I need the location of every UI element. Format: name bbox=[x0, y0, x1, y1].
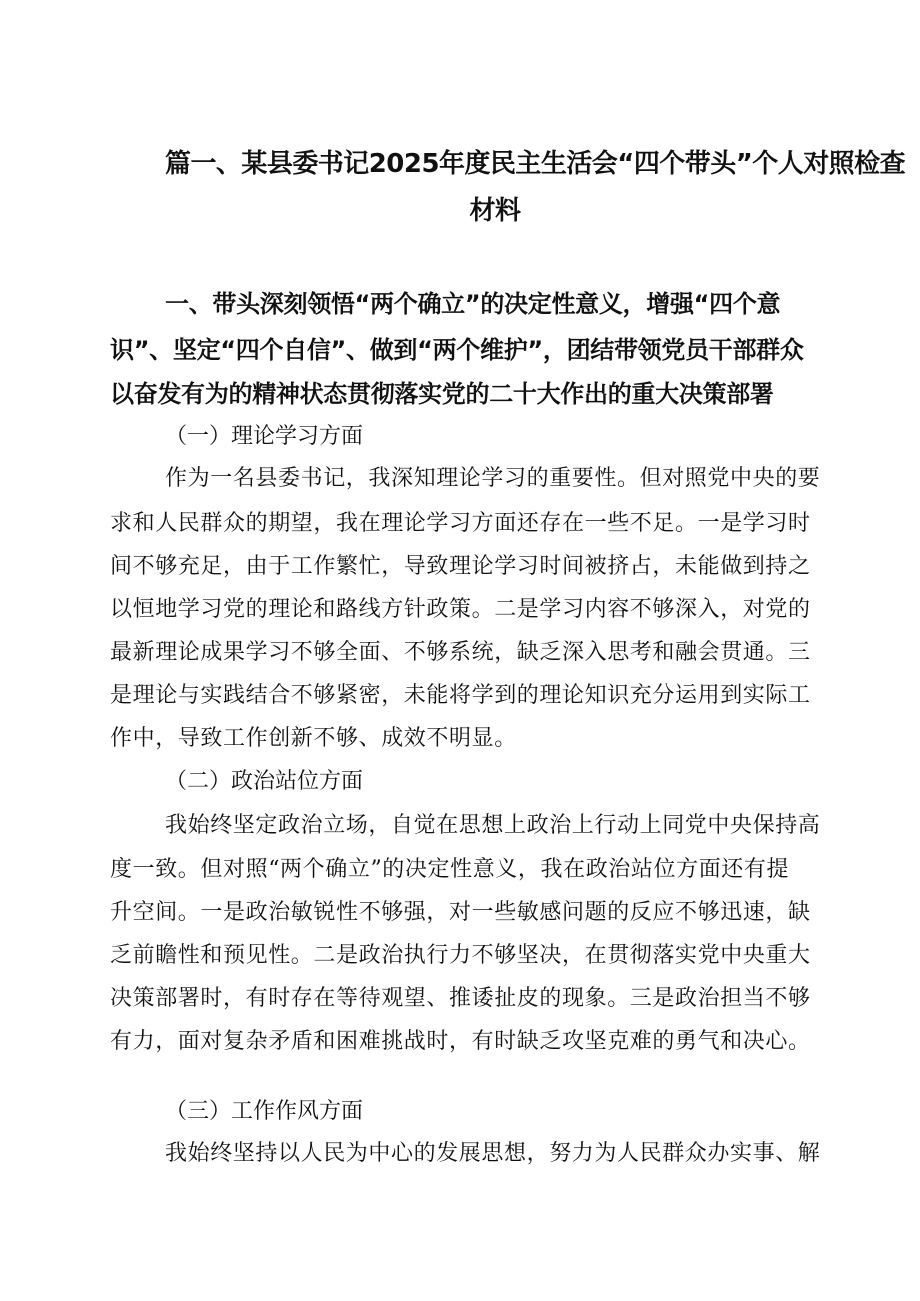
section1-line: 求和人民群众的期望，我在理论学习方面还存在一些不足。一是学习时 bbox=[110, 511, 811, 536]
section1-line: 以恒地学习党的理论和路线方针政策。二是学习内容不够深入，对党的 bbox=[110, 597, 811, 622]
section2-line: 度一致。但对照“两个确立”的决定性意义，我在政治站位方面还有提 bbox=[110, 857, 790, 882]
section2-line: 升空间。一是政治敏锐性不够强，对一些敏感问题的反应不够迅速，缺 bbox=[110, 900, 811, 925]
section1-line: 最新理论成果学习不够全面、不够系统，缺乏深入思考和融会贯通。三 bbox=[110, 640, 811, 665]
section1-line: 是理论与实践结合不够紧密，未能将学到的理论知识充分运用到实际工 bbox=[110, 683, 811, 708]
section2-heading: （二）政治站位方面 bbox=[165, 769, 364, 794]
section3-heading: （三）工作作风方面 bbox=[165, 1099, 364, 1124]
section2-line: 决策部署时，有时存在等待观望、推诿扯皮的现象。三是政治担当不够 bbox=[110, 986, 811, 1011]
section1-heading: （一）理论学习方面 bbox=[165, 424, 364, 449]
section2-line: 乏前瞻性和预见性。二是政治执行力不够坚决，在贯彻落实党中央重大 bbox=[110, 943, 811, 968]
heading1-line2: 识”、坚定“四个自信”、做到“两个维护”，团结带领党员干部群众 bbox=[110, 336, 804, 364]
document-title-line1: 篇一、某县委书记2025年度民主生活会“四个带头”个人对照检查 bbox=[165, 149, 906, 179]
section1-line: 作为一名县委书记，我深知理论学习的重要性。但对照党中央的要 bbox=[165, 466, 821, 491]
section2-line: 有力，面对复杂矛盾和困难挑战时，有时缺乏攻坚克难的勇气和决心。 bbox=[110, 1029, 811, 1054]
heading1-line3: 以奋发有为的精神状态贯彻落实党的二十大作出的重大决策部署 bbox=[110, 380, 774, 408]
section1-line: 间不够充足，由于工作繁忙，导致理论学习时间被挤占，未能做到持之 bbox=[110, 554, 811, 579]
heading1-line1: 一、带头深刻领悟“两个确立”的决定性意义，增强“四个意 bbox=[165, 290, 781, 318]
section2-line: 我始终坚定政治立场，自觉在思想上政治上行动上同党中央保持高 bbox=[165, 813, 821, 838]
section1-line: 作中，导致工作创新不够、成效不明显。 bbox=[110, 726, 517, 751]
document-title-line2: 材料 bbox=[469, 196, 521, 226]
section3-line: 我始终坚持以人民为中心的发展思想，努力为人民群众办实事、解 bbox=[165, 1141, 821, 1166]
